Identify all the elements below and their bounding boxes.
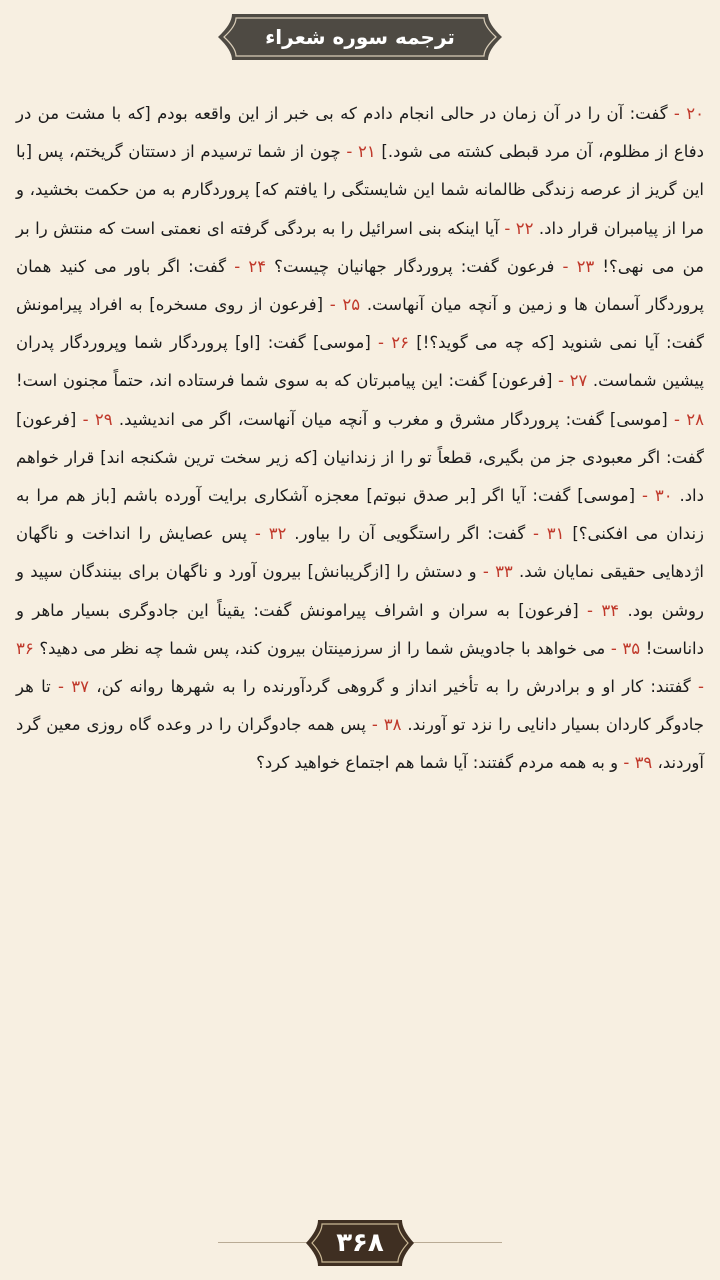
footer-divider-left bbox=[218, 1242, 310, 1243]
verse-number: ۲۴ - bbox=[226, 256, 267, 276]
verse-text: و دستش را [ازگریبانش] بیرون آورد و ناگهان برای بینندگان سپید و روشن بود. bbox=[16, 562, 704, 620]
verse-number: ۲۳ - bbox=[554, 256, 595, 276]
verse-text: [فرعون از روی مسخره] به افراد پیرامونش گفت: آیا نمی شنوید [که چه می گوید؟!] bbox=[16, 295, 704, 353]
verse-number: ۲۷ - bbox=[552, 371, 588, 391]
translation-text bbox=[16, 95, 704, 783]
verse-text: پس عصایش را انداخت و ناگهان اژدهایی حقیقی نمایان شد. bbox=[16, 524, 704, 582]
verse-text: چون از شما ترسیدم از دستتان گریختم، پس [با این گریز از عرصه زندگی ظالمانه شما این شایستگی را یافتم که] پروردگارم به من حکمت بخشید، و مرا از پیامبران قرار داد. bbox=[16, 142, 705, 238]
verse-number: ۳۲ - bbox=[247, 524, 287, 544]
verse-number: ۳۵ - bbox=[605, 638, 641, 658]
verse-number: ۲۸ - bbox=[667, 409, 704, 429]
verse-number: ۲۵ - bbox=[323, 295, 361, 315]
verse-number: ۲۶ - bbox=[370, 333, 409, 353]
verse-text: [موسی] گفت: پروردگار مشرق و مغرب و آنچه میان آنهاست، اگر می اندیشید. bbox=[112, 409, 668, 429]
verse-text: آیا اینکه بنی اسرائیل را به بردگی گرفته ای نعمتی است که منتش را بر من می نهی؟! bbox=[16, 218, 704, 276]
verse-text: می خواهد با جادویش شما را از سرزمینتان بیرون کند، پس شما چه نظر می دهید؟ bbox=[33, 638, 606, 658]
verse-number: ۳۰ - bbox=[635, 486, 673, 506]
verse-text: و به همه مردم گفتند: آیا شما هم اجتماع خواهید کرد؟ bbox=[256, 753, 619, 773]
verse-number: ۳۳ - bbox=[476, 562, 513, 582]
verse-text: پس همه جادوگران را در وعده گاه روزی معین گرد آوردند، bbox=[16, 715, 704, 773]
verse-text: [فرعون] گفت: این پیامبرتان که به سوی شما فرستاده اند، حتماً مجنون است! bbox=[16, 371, 553, 391]
verse-number: ۳۱ - bbox=[525, 524, 565, 544]
verse-text: گفتند: کار او و برادرش را به تأخیر انداز و گروهی گردآورنده را به شهرها روانه کن، bbox=[89, 677, 691, 697]
verse-number: ۲۱ - bbox=[340, 142, 376, 162]
verse-text: گفت: آن را در آن زمان در حالی انجام دادم که بی خبر از این واقعه بودم [که با مشت من در دفاع از مظلوم، آن مرد قبطی کشته می شود.] bbox=[16, 104, 705, 162]
page-number: ۳۶۸ bbox=[336, 1228, 384, 1258]
verse-text: تا هر جادوگر کاردان بسیار دانایی را نزد تو آورند. bbox=[16, 677, 704, 735]
verse-text: [موسی] گفت: [او] پروردگار شما وپروردگار پدران پیشین شماست. bbox=[16, 333, 704, 391]
header-banner bbox=[218, 14, 502, 60]
verse-number: ۲۹ - bbox=[76, 409, 113, 429]
verse-number: ۳۷ - bbox=[50, 677, 89, 697]
verse-number: ۲۲ - bbox=[498, 218, 534, 238]
verse-number: ۳۶ - bbox=[16, 638, 704, 697]
verse-number: ۳۸ - bbox=[365, 715, 402, 735]
verse-text: [موسی] گفت: آیا اگر [بر صدق نبوتم] معجزه آشکاری برایت آورده باشم [باز هم مرا به زندان می افکنی؟] bbox=[16, 486, 705, 544]
page-number-badge bbox=[306, 1220, 414, 1266]
verse-text: گفت: اگر باور می کنید همان پروردگار آسمان ها و زمین و آنچه میان آنهاست. bbox=[16, 256, 704, 315]
verse-text: گفت: اگر راستگویی آن را بیاور. bbox=[286, 524, 526, 544]
verse-number: ۳۴ - bbox=[578, 600, 620, 620]
verse-number: ۳۹ - bbox=[618, 753, 653, 773]
verse-number: ۲۰ - bbox=[667, 104, 704, 123]
verse-text: [فرعون] گفت: اگر معبودی جز من بگیری، قطعاً تو را از زندانیان [که زیر سخت ترین شکنجه اند] قرار خواهم داد. bbox=[16, 409, 704, 506]
footer-divider-right bbox=[410, 1242, 502, 1243]
verse-text: [فرعون] به سران و اشراف پیرامونش گفت: یقیناً این جادوگری بسیار ماهر و داناست! bbox=[16, 600, 704, 658]
page-title: ترجمه سوره شعراء bbox=[265, 25, 455, 49]
verse-text: فرعون گفت: پروردگار جهانیان چیست؟ bbox=[266, 256, 555, 276]
